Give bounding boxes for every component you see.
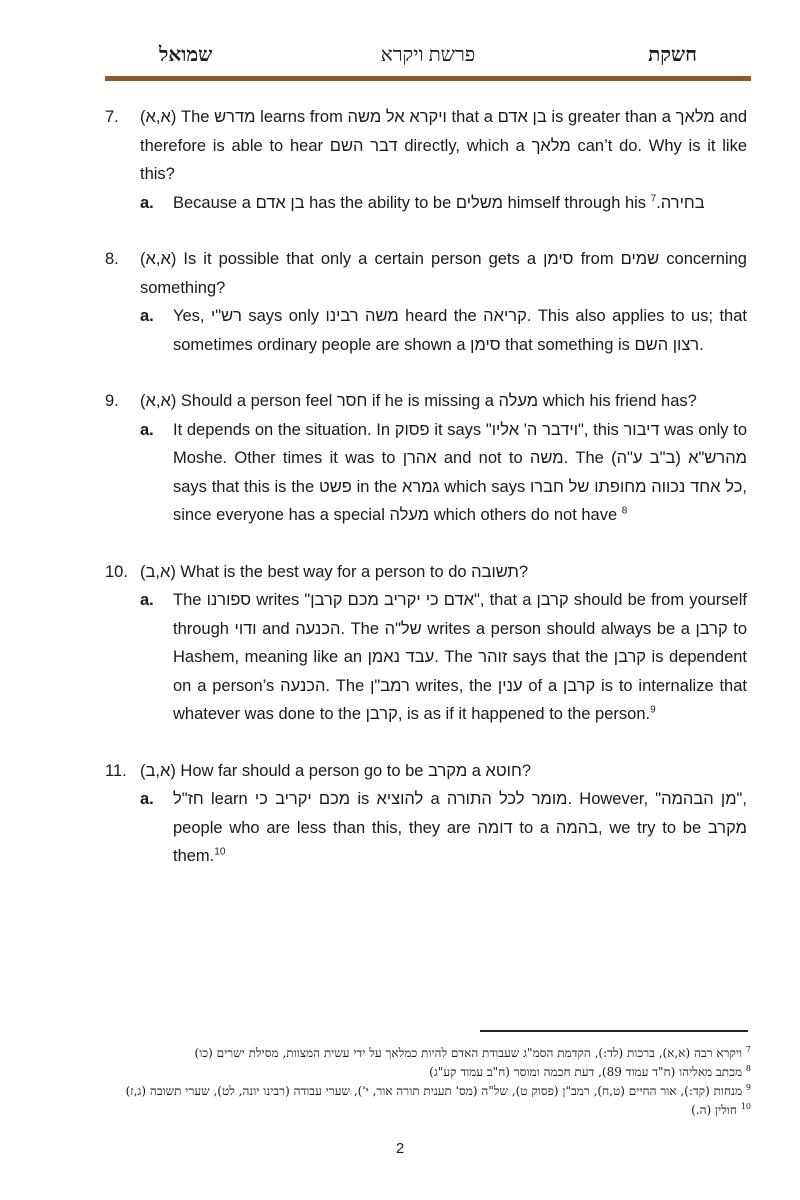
footnote	[105, 1063, 751, 1082]
running-header	[105, 38, 751, 76]
answer-label: a.	[140, 591, 154, 609]
question-item	[105, 757, 747, 871]
questions-list	[105, 103, 747, 899]
question-text: (א,א) Is it possible that only a certain person gets a סימן from שמים concerning something?	[140, 250, 747, 297]
question-item	[105, 245, 747, 359]
header-divider	[105, 76, 751, 81]
question-text: (א,א) The מדרש learns from ויקרא אל משה that a בן אדם is greater than a מלאך and therefore is able to hear דבר השם directly, which a מלאך can’t do. Why is it like this?	[140, 108, 747, 183]
header-left-title: שמואל	[159, 44, 213, 66]
footnote-ref[interactable]: 7	[650, 193, 657, 204]
question-item	[105, 103, 747, 217]
footnote	[105, 1101, 751, 1120]
footnote-number: 9	[745, 1083, 751, 1092]
question-text: (א,א) Should a person feel חסר if he is missing a מעלה which his friend has?	[140, 392, 697, 410]
question-number: 10.	[105, 562, 128, 581]
answer-text: The ספורנו writes "אדם כי יקריב מכם קרבן", that a קרבן should be from yourself through ודוי and הכנעה. The של"ה writes a person should always be a קרבן to Hashem, meaning like an עבד נאמן. The זוהר says that the קרבן is dependent on a person’s הכנעה. The רמב"ן writes, the ענין of a קרבן is to internalize that whatever was done to the קרבן, is as if it happened to the person.	[173, 591, 748, 723]
footnote-number: 10	[740, 1102, 751, 1111]
question-number: 11.	[105, 761, 127, 780]
answer-body	[173, 586, 747, 729]
answer-item	[140, 785, 747, 871]
page-number: 2	[395, 1140, 405, 1157]
footnote-text: מנחות (קד:), אור החיים (ט,ח), רמב"ן (פסוק ט), של"ה (מס' תענית תורה אור, י'), שערי עבודה (רבינו יונה, לט), שערי תשובה (ג,ז)	[125, 1084, 743, 1098]
answer-body	[173, 189, 747, 218]
footnote-text: חולין (ה.)	[691, 1103, 737, 1117]
footnote	[105, 1082, 751, 1101]
answer-text: Yes, רש"י says only משה רבינו heard the קריאה. This also applies to us; that sometimes ordinary people are shown a סימן that something is רצון השם.	[173, 307, 747, 354]
footnote-text: ויקרא רבה (א,א), ברכות (לד:), הקדמת הסמ"ג שעבודת האדם להיות כמלאך על ידי עשית המצוות, מסילת ישרים (כו)	[194, 1046, 743, 1060]
question-item	[105, 387, 747, 530]
answer-text: חז"ל learn מכם יקריב כי is להוציא a מומר לכל התורה. However, "מן הבהמה", people who are less than this, they are דומה to a בהמה, we try to be מקרב them.	[173, 790, 747, 865]
answer-text: Because a בן אדם has the ability to be משלים himself through his בחירה.	[173, 193, 705, 212]
answer-body	[173, 302, 747, 359]
question-item	[105, 558, 747, 729]
answer-label: a.	[140, 307, 154, 325]
header-right-title: חשקת	[648, 44, 697, 66]
answer-label: a.	[140, 790, 154, 808]
question-number: 9.	[105, 392, 119, 410]
footnote-ref[interactable]: 9	[650, 704, 656, 716]
answer-item	[140, 586, 747, 729]
answer-text: It depends on the situation. In פסוק it says "וידבר ה' אליו", this דיבור was only to Moshe. Other times it was to אהרן and not to משה. The מהרש"א (ב"ב ע"ה) says that this is the פשט in the גמרא which says כל אחד נכווה מחופתו של חברו, since everyone has a special מעלה which others do not have	[173, 420, 748, 524]
footnote	[105, 1044, 751, 1063]
answer-label: a.	[140, 420, 154, 439]
question-text: (א,ב) What is the best way for a person to do תשובה?	[140, 562, 529, 581]
question-number: 7.	[105, 108, 119, 126]
question-text: (א,ב) How far should a person go to be מקרב a חוטא?	[140, 761, 531, 780]
answer-item	[140, 302, 747, 359]
header-center-title: פרשת ויקרא	[380, 44, 476, 66]
footnote-ref[interactable]: 10	[214, 846, 226, 858]
answer-item	[140, 416, 747, 530]
answer-label: a.	[140, 193, 154, 212]
footnote-divider	[480, 1030, 748, 1032]
footnote-text: מכתב מאליהו (ח"ד עמוד 89), דעת חכמה ומוסר (ח"ב עמוד קע"ג)	[429, 1065, 743, 1079]
question-number: 8.	[105, 250, 119, 268]
answer-item	[140, 189, 747, 218]
footnote-number: 8	[745, 1064, 751, 1073]
footnotes-section	[105, 1044, 751, 1120]
answer-body	[173, 785, 747, 871]
footnote-number: 7	[745, 1045, 751, 1054]
answer-body	[173, 416, 747, 530]
footnote-ref[interactable]: 8	[621, 505, 628, 517]
